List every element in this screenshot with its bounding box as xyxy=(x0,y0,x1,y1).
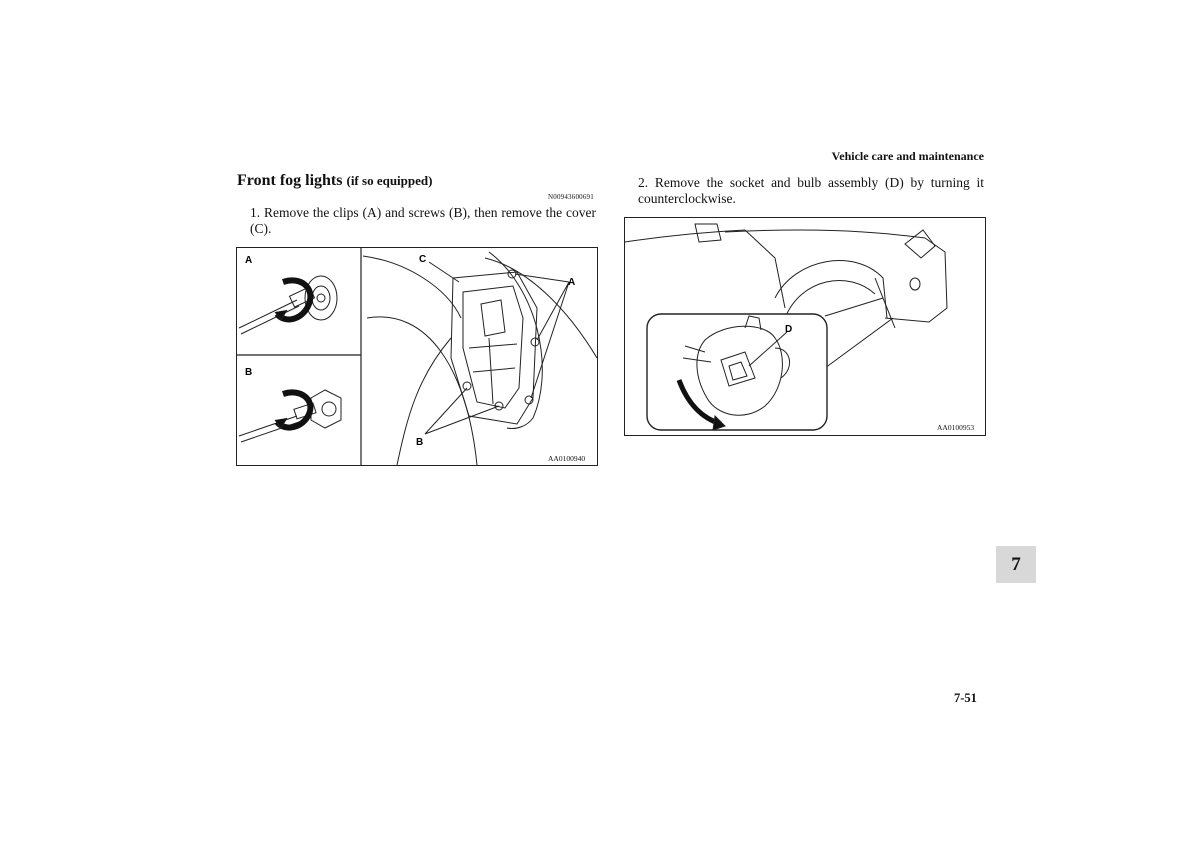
section-title xyxy=(237,172,432,190)
step-1: 1. Remove the clips (A) and screws (B), then remove the cover (C). xyxy=(250,205,596,236)
figure-2-code: AA0100953 xyxy=(937,423,975,432)
figure-socket-removal xyxy=(624,217,986,436)
step-2: 2. Remove the socket and bulb assembly (D) by turning it counterclockwise. xyxy=(638,175,984,206)
chapter-tab: 7 xyxy=(996,546,1036,583)
figure-socket-removal-drawing xyxy=(625,218,985,435)
inset-a-label: A xyxy=(245,255,253,266)
screws-label: B xyxy=(416,437,424,448)
section-title-main: Front fog lights xyxy=(237,172,343,189)
cover-label: C xyxy=(419,254,427,265)
figure-cover-removal-drawing xyxy=(237,248,597,465)
page-number: 7-51 xyxy=(954,691,977,705)
socket-label: D xyxy=(785,324,793,335)
clips-label: A xyxy=(568,277,576,288)
inset-b-label: B xyxy=(245,367,253,378)
chapter-header: Vehicle care and maintenance xyxy=(831,149,984,163)
figure-cover-removal xyxy=(236,247,598,466)
section-title-suffix: (if so equipped) xyxy=(346,173,433,188)
figure-1-code: AA0100940 xyxy=(548,454,586,463)
reference-code: N00943600691 xyxy=(548,193,594,201)
